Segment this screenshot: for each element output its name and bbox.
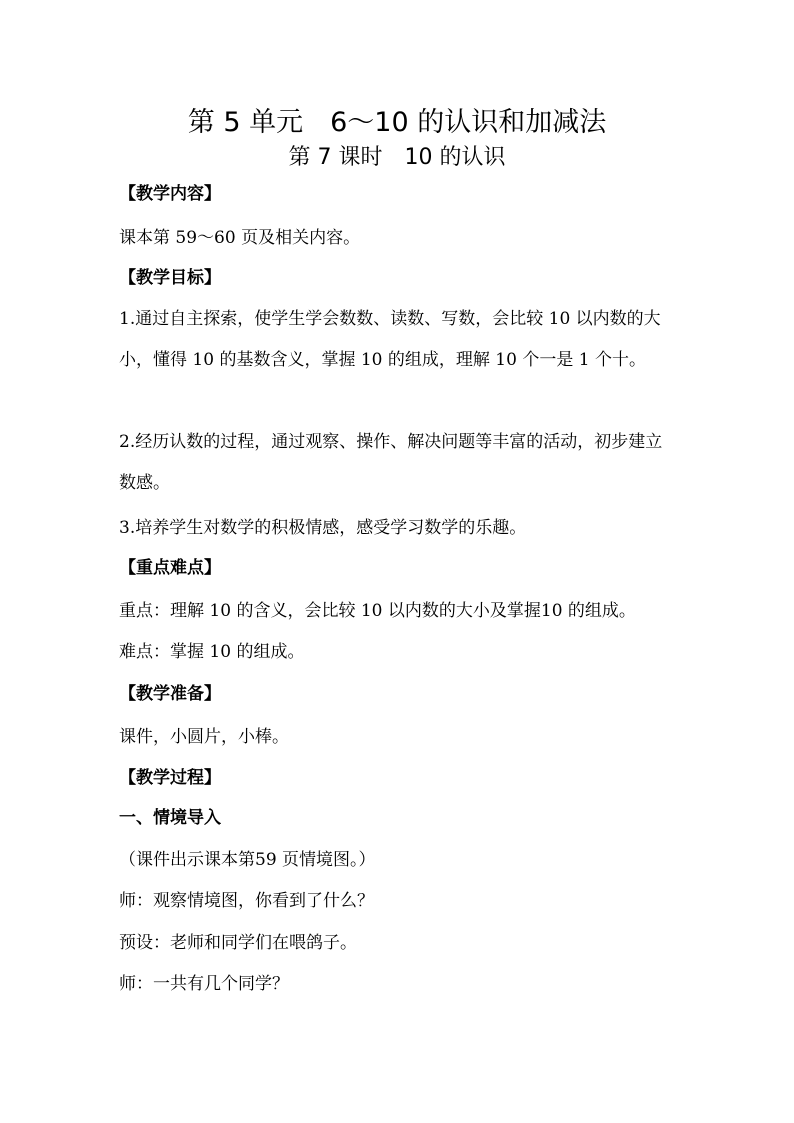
process-line: （课件出示课本第59 页情境图。） xyxy=(119,850,376,870)
objective-item-1: 1.通过自主探索，使学生学会数数、读数、写数，会比较 10 以内数的大小，懂得 10 的基数含义，掌握 10 的组成，理解 10 个一是 1 个十。 xyxy=(119,309,661,370)
unit-title: 第 5 单元 6～10 的认识和加减法 xyxy=(187,107,607,138)
process-line: 预设：老师和同学们在喂鸽子。 xyxy=(119,933,357,953)
process-line: 师：观察情境图，你看到了什么？ xyxy=(119,891,374,911)
content-heading: 【教学内容】 xyxy=(119,184,221,204)
key-point-difficulty: 难点：掌握 10 的组成。 xyxy=(119,642,305,662)
objective-item-3: 3.培养学生对数学的积极情感，感受学习数学的乐趣。 xyxy=(119,518,527,538)
preparation-heading: 【教学准备】 xyxy=(119,684,221,704)
process-heading: 【教学过程】 xyxy=(119,768,221,788)
process-line: 师：一共有几个同学？ xyxy=(119,974,289,994)
preparation-text: 课件，小圆片，小棒。 xyxy=(119,727,289,747)
key-point-focus: 重点：理解 10 的含义，会比较 10 以内数的大小及掌握10 的组成。 xyxy=(119,601,636,621)
lesson-subtitle: 第 7 课时 10 的认识 xyxy=(288,145,506,170)
objective-item-2: 2.经历认数的过程，通过观察、操作、解决问题等丰富的活动，初步建立数感。 xyxy=(119,432,663,493)
section-1-heading: 一、情境导入 xyxy=(119,808,221,828)
key-points-heading: 【重点难点】 xyxy=(119,558,221,578)
objectives-heading: 【教学目标】 xyxy=(119,268,221,288)
content-text: 课本第 59～60 页及相关内容。 xyxy=(119,228,361,248)
